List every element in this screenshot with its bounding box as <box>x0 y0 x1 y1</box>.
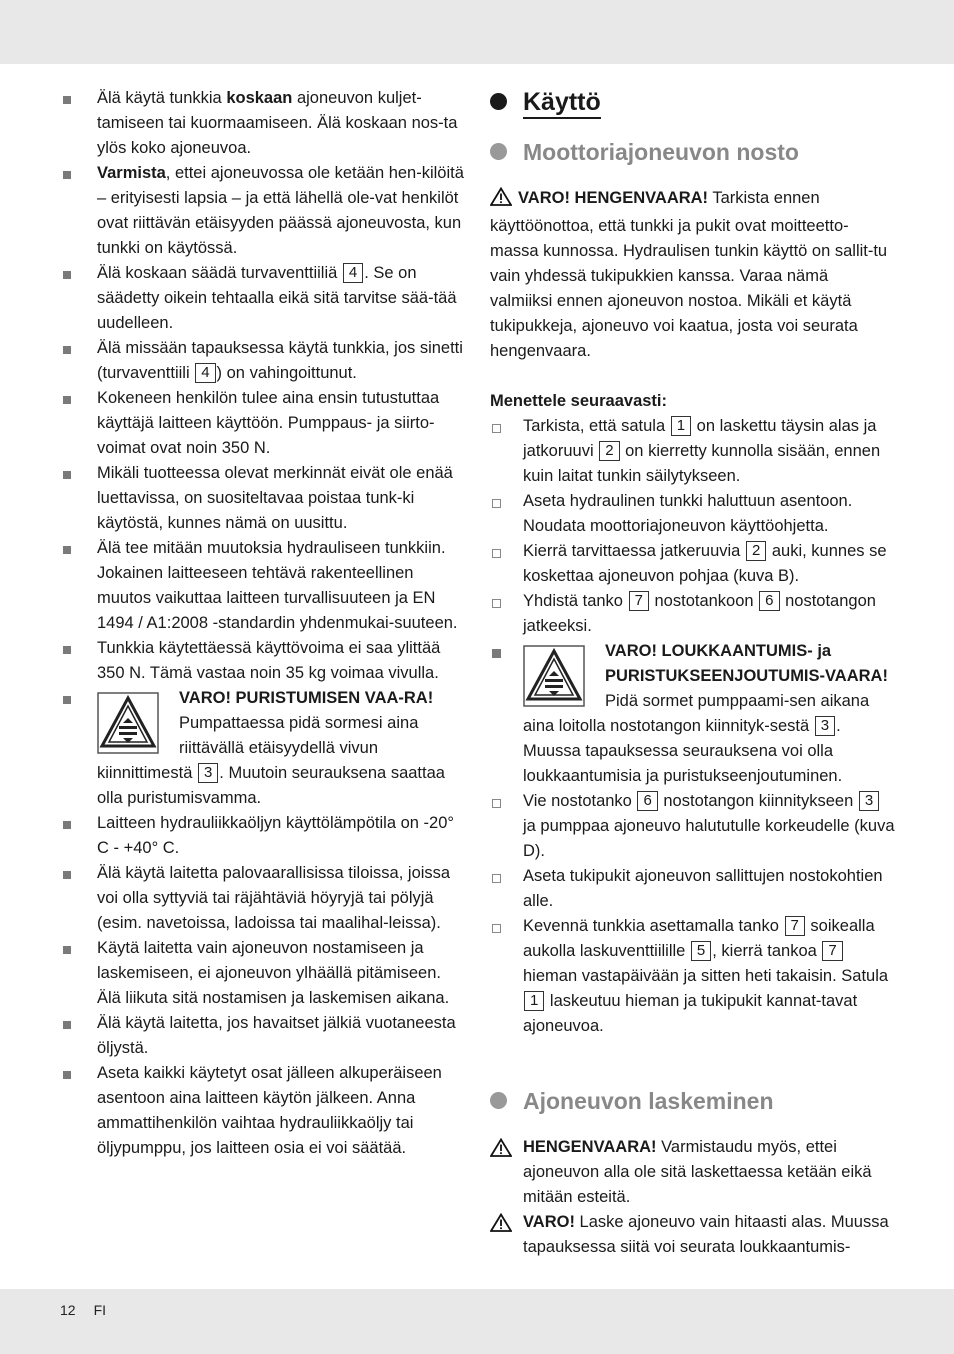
list-item: VARO! PURISTUMISEN VAA-RA! Pumpattaessa pidä sormesi aina riittävällä etäisyydellä vivun kiinnittimestä 3 . Muutoin seurauksena saattaa olla puristumisvamma. <box>60 686 465 811</box>
list-item: Älä missään tapauksessa käytä tunkkia, jos sinetti (turvaventtiili 4 ) on vahingoittunut. <box>60 336 465 386</box>
procedure-title: Menettele seuraavasti: <box>490 392 667 410</box>
section-heading: Käyttö <box>490 86 601 118</box>
left-column <box>60 86 465 1161</box>
page-footer <box>60 1302 124 1318</box>
list-item: Aseta hydraulinen tunkki haluttuun asentoon. Noudata moottoriajoneuvon käyttöohjetta. <box>490 489 895 539</box>
part-ref: 7 <box>629 591 649 611</box>
part-ref: 4 <box>195 363 215 383</box>
warning-lifethreat-lower: HENGENVAARA! Varmistaudu myös, ettei ajoneuvon alla ole sitä laskettaessa ketään eikä mitään esteitä. <box>490 1135 895 1210</box>
part-ref: 1 <box>671 416 691 436</box>
bottom-band <box>0 1289 954 1354</box>
warning-caution-lower: VARO! Laske ajoneuvo vain hitaasti alas. Muussa tapauksessa siitä voi seurata loukkaantumis- <box>490 1210 895 1260</box>
part-ref: 6 <box>759 591 779 611</box>
top-band <box>0 0 954 64</box>
list-item: Kevennä tunkkia asettamalla tanko 7 soikealla aukolla laskuventtiilille 5 , kierrä tankoa 7 hieman vastapäivään ja sitten heti takaisin. Satula 1 laskeutuu hieman ja tukipukit kannat-tavat ajoneuvoa. <box>490 914 895 1039</box>
warning-triangle-icon <box>490 187 512 214</box>
part-ref: 3 <box>198 763 218 783</box>
list-item: Aseta tukipukit ajoneuvon sallittujen nostokohtien alle. <box>490 864 895 914</box>
subsection-heading-lift: Moottoriajoneuvon nosto <box>490 136 895 168</box>
list-item: Aseta kaikki käytetyt osat jälleen alkuperäiseen asentoon aina laitteen käytön jälkeen. Anna ammattihenkilön vaihtaa hydrauliikkaöljy tai öljypumppu, jos laitteen osia ei voi säätää. <box>60 1061 465 1161</box>
part-ref: 6 <box>637 791 657 811</box>
list-item: Älä tee mitään muutoksia hydrauliseen tunkkiin. Jokainen laitteeseen tehtävä rakenteellinen muutos vaikuttaa laitteen turvallisuuteen ja EN 1494 / A1:2008 -standardin yhdenmukai-suuteen. <box>60 536 465 636</box>
right-column <box>490 86 895 1260</box>
part-ref: 7 <box>822 941 842 961</box>
list-item: Tunkkia käytettäessä käyttövoima ei saa ylittää 350 N. Tämä vastaa noin 35 kg voimaa vivulla. <box>60 636 465 686</box>
part-ref: 2 <box>599 441 619 461</box>
part-ref: 5 <box>691 941 711 961</box>
list-item: Älä käytä laitetta, jos havaitset jälkiä vuotaneesta öljystä. <box>60 1011 465 1061</box>
crush-warning-icon <box>97 690 159 756</box>
warning-lifethreat: VARO! HENGENVAARA! Tarkista ennen käyttöönottoa, että tunkki ja pukit ovat moitteetto-massa kunnossa. Hydraulisen tunkin käyttö on sallit-tu vain yhdessä tukipukkien kanssa. Varaa nämä valmiiksi ennen ajoneuvon nostoa. Mikäli et käytä tukipukkeja, ajoneuvo voi kaatua, josta voi seurata hengenvaara. <box>490 189 888 360</box>
list-item: Kokeneen henkilön tulee aina ensin tutustuttaa käyttäjä laitteen käyttöön. Pumppaus- ja siirto-voimat ovat noin 350 N. <box>60 386 465 461</box>
list-item: Mikäli tuotteessa olevat merkinnät eivät ole enää luettavissa, on suositeltavaa poistaa tunk-ki käytöstä, kunnes nämä on uusittu. <box>60 461 465 536</box>
list-item: Älä käytä laitetta palovaarallisissa tiloissa, joissa voi olla syttyviä tai räjähtäviä höyryjä tai pölyjä (esim. navetoissa, ladoissa tai maalihal-leissa). <box>60 861 465 936</box>
list-item: Tarkista, että satula 1 on laskettu täysin alas ja jatkoruuvi 2 on kierretty kunnolla sisään, ennen kuin laitat tunkin säilytykseen. <box>490 414 895 489</box>
crush-warning-icon <box>523 643 585 709</box>
warning-triangle-icon <box>490 1213 512 1240</box>
list-item: Älä koskaan säädä turvaventtiiliä 4 . Se on säädetty oikein tehtaalla eikä sitä tarvitse sää-tää uudelleen. <box>60 261 465 336</box>
part-ref: 7 <box>785 916 805 936</box>
part-ref: 1 <box>524 991 544 1011</box>
part-ref: 2 <box>746 541 766 561</box>
list-item: Käytä laitetta vain ajoneuvon nostamiseen ja laskemiseen, ei ajoneuvon ylhäällä pitämiseen. Älä liikuta sitä nostamisen ja laskemisen aikana. <box>60 936 465 1011</box>
part-ref: 3 <box>815 716 835 736</box>
list-item: VARO! LOUKKAANTUMIS- ja PURISTUKSEENJOUTUMIS-VAARA! Pidä sormet pumppaami-sen aikana aina loitolla nostotangon kiinnityk-sestä 3 . Muussa tapauksessa seurauksena voi olla loukkaantumisia ja puristukseenjoutuminen. <box>490 639 895 789</box>
list-item: Älä käytä tunkkia koskaan ajoneuvon kuljet-tamiseen tai kuormaamiseen. Älä koskaan nos-ta ylös koko ajoneuvoa. <box>60 86 465 161</box>
subsection-heading-lower: Ajoneuvon laskeminen <box>490 1085 895 1117</box>
warning-triangle-icon <box>490 1138 512 1165</box>
part-ref: 4 <box>343 263 363 283</box>
part-ref: 3 <box>859 791 879 811</box>
language-code: FI <box>93 1302 107 1318</box>
safety-list <box>60 86 465 1161</box>
list-item: Vie nostotanko 6 nostotangon kiinnitykseen 3 ja pumppaa ajoneuvo halututulle korkeudelle (kuva D). <box>490 789 895 864</box>
list-item: Laitteen hydrauliikkaöljyn käyttölämpötila on -20° C - +40° C. <box>60 811 465 861</box>
list-item: Kierrä tarvittaessa jatkeruuvia 2 auki, kunnes se koskettaa ajoneuvon pohjaa (kuva B). <box>490 539 895 589</box>
list-item: Varmista, ettei ajoneuvossa ole ketään hen-kilöitä – erityisesti lapsia – ja että lähellä ole-vat henkilöt ovat riittävän etäisyyden päässä ajoneuvosta, kun tunkki on käytössä. <box>60 161 465 261</box>
list-item: Yhdistä tanko 7 nostotankoon 6 nostotangon jatkeeksi. <box>490 589 895 639</box>
page-number: 12 <box>60 1302 76 1318</box>
procedure-steps <box>490 414 895 1039</box>
